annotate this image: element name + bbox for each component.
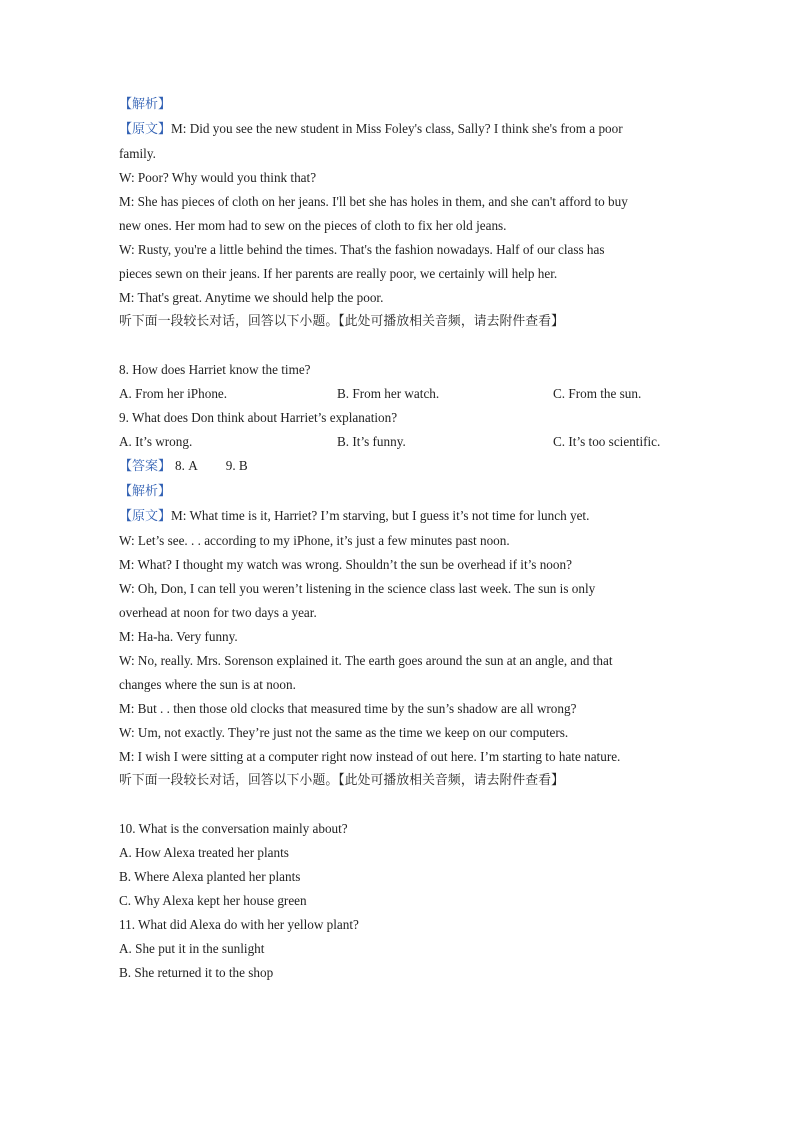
transcript-line: M: But . . then those old clocks that measured time by the sun’s shadow are all wrong? <box>119 701 577 716</box>
option-line: A. How Alexa treated her plants <box>119 845 289 860</box>
question-stem: 8. How does Harriet know the time? <box>119 362 311 377</box>
option-a: A. It’s wrong. <box>119 434 193 449</box>
question-stem: 11. What did Alexa do with her yellow plant? <box>119 917 359 932</box>
option-line: C. Why Alexa kept her house green <box>119 893 307 908</box>
listening-instruction: 听下面一段较长对话，回答以下小题。【此处可播放相关音频，请去附件查看】 <box>119 773 564 788</box>
transcript-line: W: Oh, Don, I can tell you weren’t listening in the science class last week. The sun is only <box>119 581 596 596</box>
option-line: B. Where Alexa planted her plants <box>119 869 301 884</box>
listening-instruction: 听下面一段较长对话，回答以下小题。【此处可播放相关音频，请去附件查看】 <box>119 314 564 329</box>
transcript-line: 【原文】M: Did you see the new student in Miss Foley's class, Sally? I think she's from a poor <box>119 121 623 137</box>
blank-line <box>119 334 679 358</box>
option-c: C. From the sun. <box>553 386 642 401</box>
question-stem: 9. What does Don think about Harriet’s explanation? <box>119 410 398 425</box>
blank-line <box>119 793 679 817</box>
answer-9: 9. B <box>225 458 248 473</box>
transcript-line: W: Poor? Why would you think that? <box>119 170 317 185</box>
original-text-tag: 【原文】 <box>119 509 172 524</box>
answer-line <box>119 454 679 479</box>
question-options <box>119 382 679 406</box>
transcript-line: pieces sewn on their jeans. If her parents are really poor, we certainly will help her. <box>119 266 558 281</box>
transcript-line: M: That's great. Anytime we should help the poor. <box>119 290 384 305</box>
transcript-line: changes where the sun is at noon. <box>119 677 296 692</box>
transcript-line: W: No, really. Mrs. Sorenson explained it. The earth goes around the sun at an angle, and that <box>119 653 613 668</box>
answer-8: 8. A <box>175 458 198 473</box>
answer-tag: 【答案】 <box>119 459 172 474</box>
transcript-line: 【原文】M: What time is it, Harriet? I’m starving, but I guess it’s not time for lunch yet. <box>119 508 590 524</box>
option-line: B. She returned it to the shop <box>119 965 274 980</box>
transcript-line: overhead at noon for two days a year. <box>119 605 317 620</box>
option-b: B. It’s funny. <box>337 434 406 449</box>
original-text-tag: 【原文】 <box>119 122 172 137</box>
analysis-heading <box>119 479 679 504</box>
transcript-line: new ones. Her mom had to sew on the pieces of cloth to fix her old jeans. <box>119 218 507 233</box>
option-c: C. It’s too scientific. <box>553 434 661 449</box>
transcript-line: M: Ha-ha. Very funny. <box>119 629 238 644</box>
option-a: A. From her iPhone. <box>119 386 228 401</box>
question-stem: 10. What is the conversation mainly about? <box>119 821 348 836</box>
transcript-line: family. <box>119 146 156 161</box>
analysis-tag: 【解析】 <box>119 97 172 112</box>
transcript-line: M: I wish I were sitting at a computer right now instead of out here. I’m starting to hate nature. <box>119 749 621 764</box>
question-options <box>119 430 679 454</box>
transcript-line: M: What? I thought my watch was wrong. Shouldn’t the sun be overhead if it’s noon? <box>119 557 572 572</box>
option-line: A. She put it in the sunlight <box>119 941 265 956</box>
analysis-tag: 【解析】 <box>119 484 172 499</box>
transcript-line: W: Rusty, you're a little behind the times. That's the fashion nowadays. Half of our class has <box>119 242 605 257</box>
transcript-line: W: Let’s see. . . according to my iPhone, it’s just a few minutes past noon. <box>119 533 510 548</box>
document-content <box>119 92 679 985</box>
transcript-line: M: She has pieces of cloth on her jeans. I'll bet she has holes in them, and she can't afford to buy <box>119 194 628 209</box>
transcript-line: W: Um, not exactly. They’re just not the same as the time we keep on our computers. <box>119 725 569 740</box>
analysis-heading <box>119 92 679 117</box>
option-b: B. From her watch. <box>337 386 440 401</box>
